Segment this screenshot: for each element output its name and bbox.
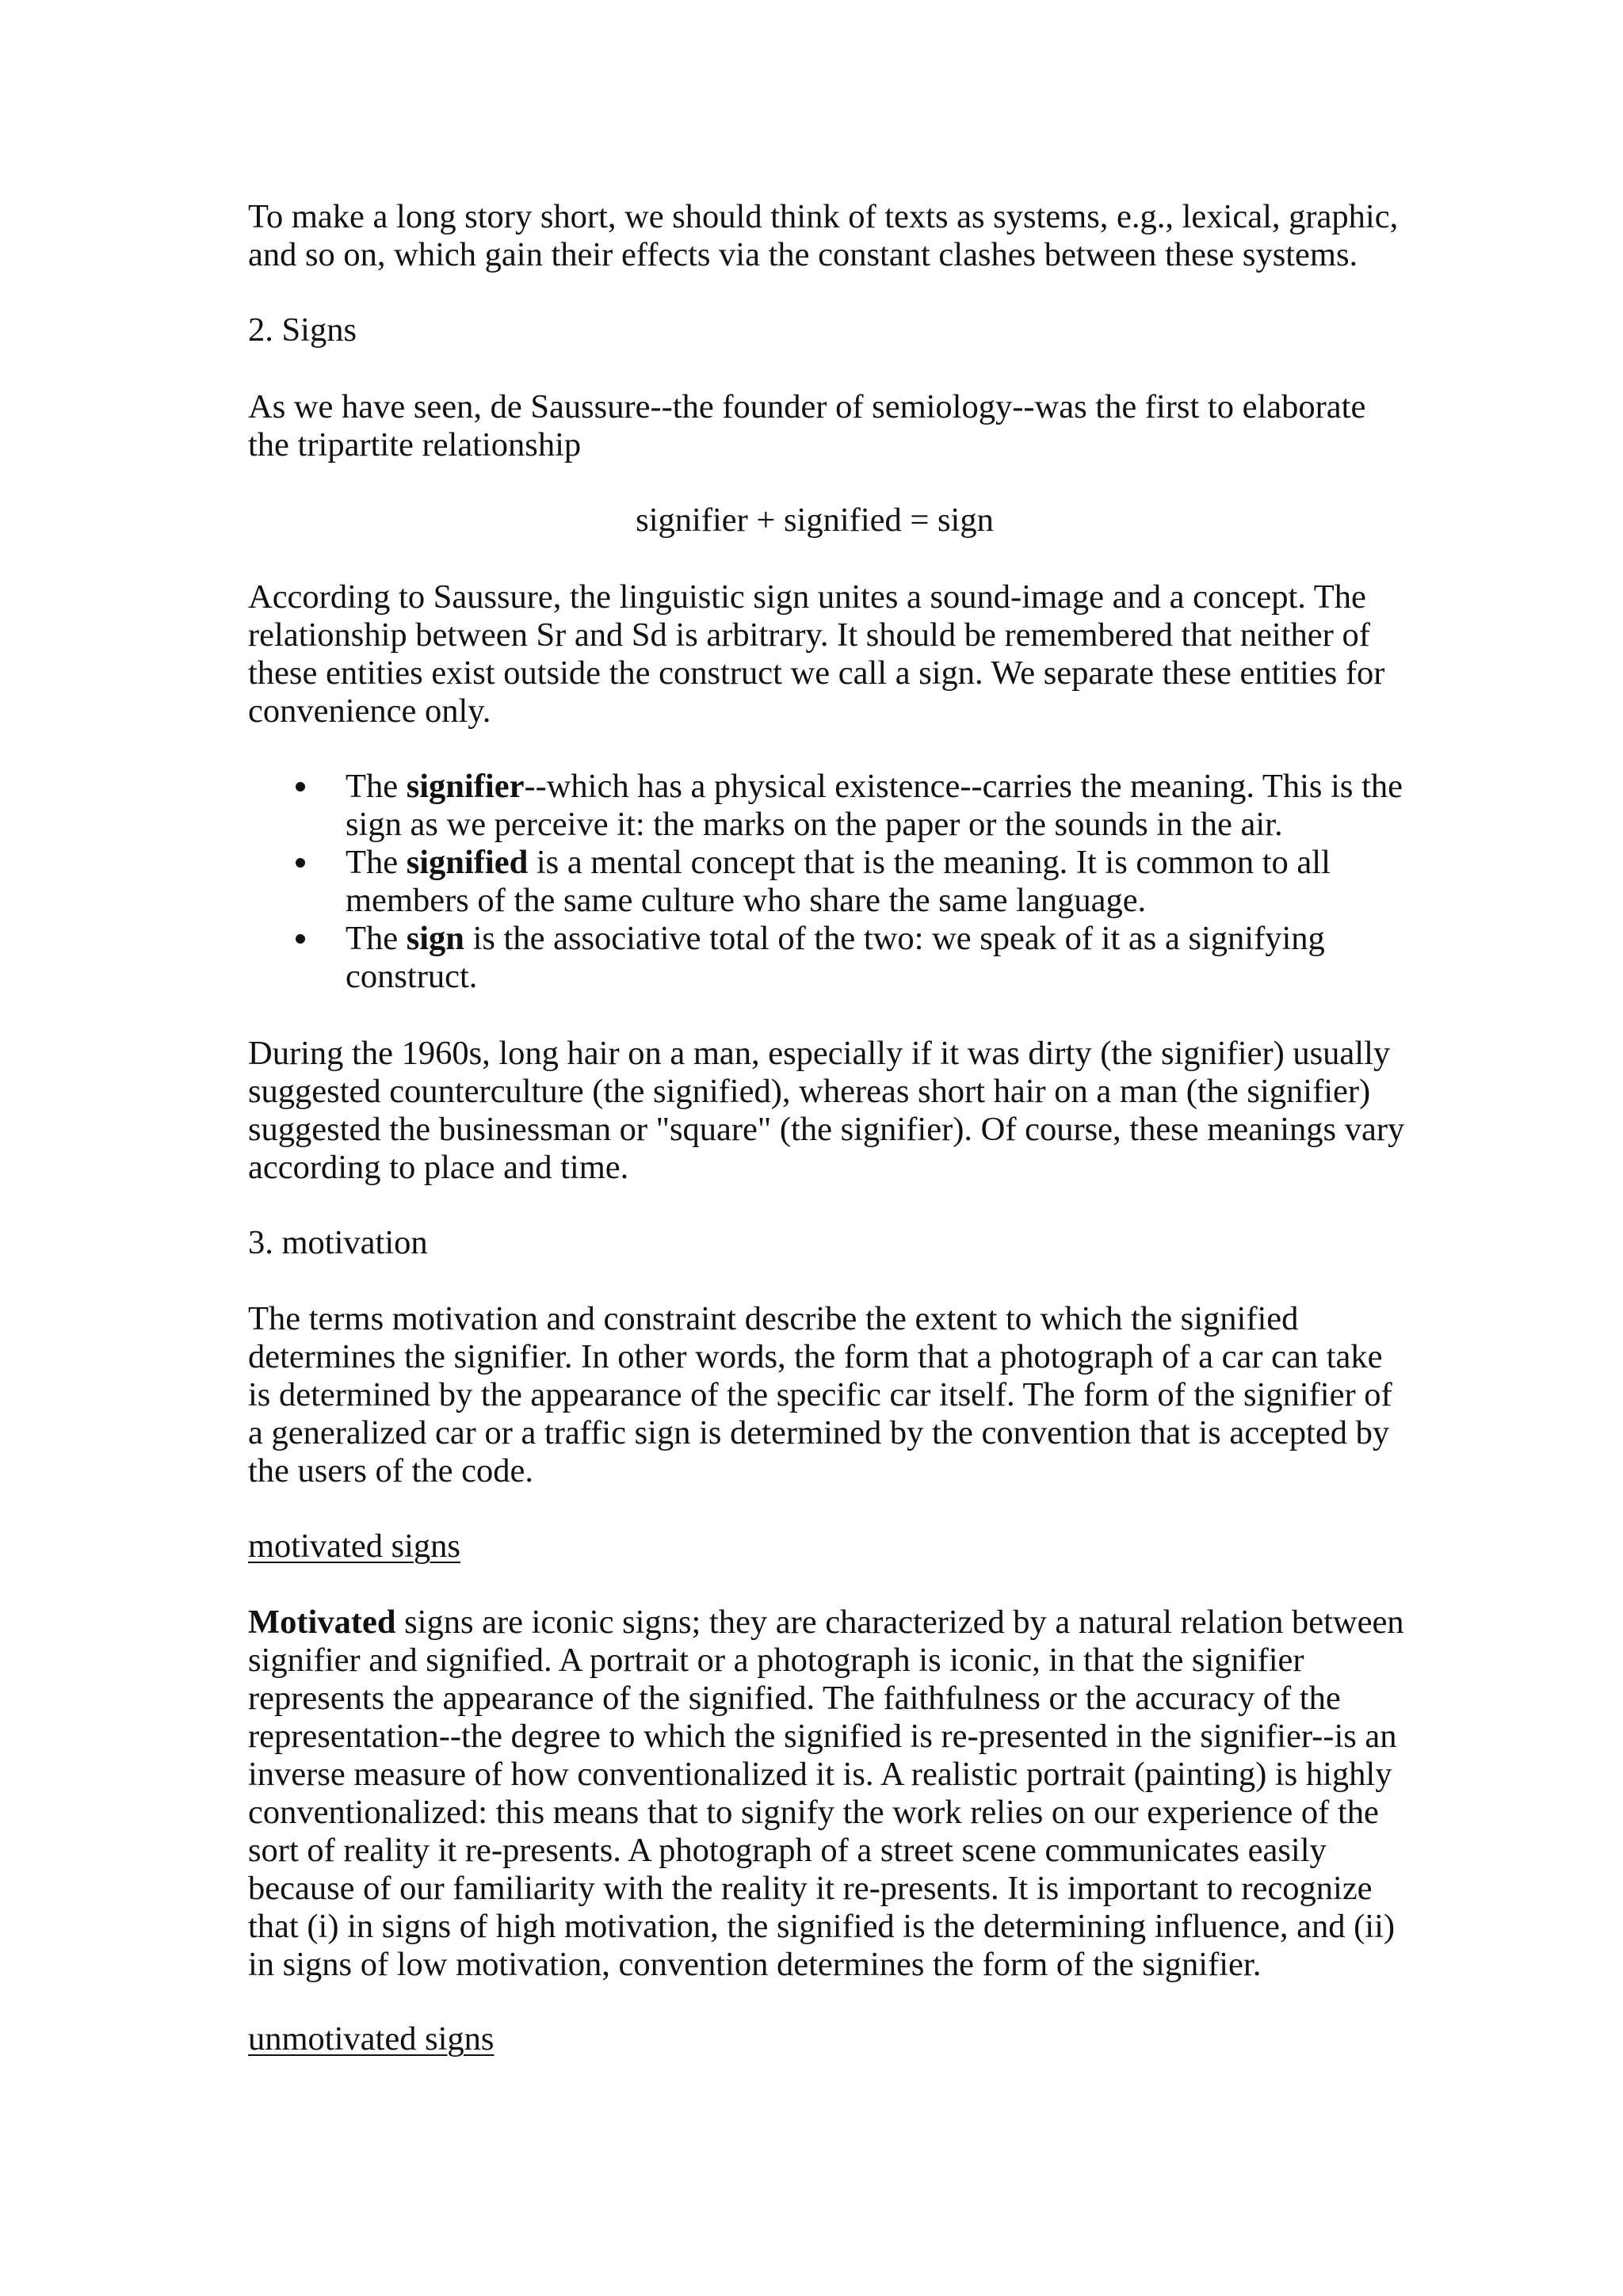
bullet-item-signified: [248, 844, 1397, 920]
bullet-text: is the associative total of the two: we speak of it as a signifying: [464, 920, 1325, 957]
paragraph-line: suggested the businessman or "square" (the signifier). Of course, these meanings vary: [248, 1111, 1405, 1148]
bullet-text: The: [346, 920, 407, 957]
paragraph-line: According to Saussure, the linguistic sign unites a sound-image and a concept. The: [248, 578, 1366, 616]
paragraph-line: suggested counterculture (the signified), whereas short hair on a man (the signifier): [248, 1073, 1371, 1110]
intro-line: To make a long story short, we should think of texts as systems, e.g., lexical, graphic,: [248, 198, 1399, 235]
paragraph-line: conventionalized: this means that to signify the work relies on our experience of the: [248, 1794, 1379, 1831]
unmotivated-signs-heading: [248, 2020, 1397, 2058]
paragraph-line: these entities exist outside the construct we call a sign. We separate these entities for: [248, 654, 1385, 692]
bullet-term: signified: [406, 844, 529, 881]
paragraph-line: inverse measure of how conventionalized it is. A realistic portrait (painting) is highly: [248, 1756, 1392, 1793]
paragraph-line: signifier and signified. A portrait or a photograph is iconic, in that the signifier: [248, 1642, 1304, 1679]
bullet-dot-icon: [296, 858, 305, 868]
bold-term: Motivated: [248, 1604, 396, 1641]
paragraph-line: relationship between Sr and Sd is arbitrary. It should be remembered that neither of: [248, 616, 1370, 654]
bullet-item-sign: [248, 920, 1397, 996]
bullet-text: The: [346, 844, 407, 881]
paragraph-line: in signs of low motivation, convention determines the form of the signifier.: [248, 1946, 1262, 1983]
bullet-item-signifier: [248, 768, 1403, 844]
bullet-term: signifier: [406, 768, 525, 805]
intro-line: and so on, which gain their effects via the constant clashes between these systems.: [248, 236, 1358, 273]
paragraph-line: according to place and time.: [248, 1149, 629, 1186]
paragraph-line: sort of reality it re-presents. A photograph of a street scene communicates easily: [248, 1832, 1327, 1869]
bullet-text: sign as we perceive it: the marks on the paper or the sounds in the air.: [346, 806, 1283, 843]
underlined-heading: motivated signs: [248, 1527, 460, 1565]
motivated-paragraph: [248, 1604, 1404, 1984]
bullet-text: is a mental concept that is the meaning. It is common to all: [528, 844, 1331, 881]
bullet-term: sign: [406, 920, 464, 957]
paragraph-line: During the 1960s, long hair on a man, especially if it was dirty (the signifier) usually: [248, 1035, 1391, 1072]
paragraph-line: the users of the code.: [248, 1452, 533, 1489]
paragraph-line: As we have seen, de Saussure--the founder of semiology--was the first to elaborate: [248, 388, 1366, 425]
paragraph-line: convenience only.: [248, 692, 491, 730]
section-2-intro-paragraph: [248, 388, 1397, 464]
paragraph-line: a generalized car or a traffic sign is determined by the convention that is accepted by: [248, 1414, 1390, 1451]
bullet-text: --which has a physical existence--carries the meaning. This is the: [524, 768, 1403, 805]
paragraph-line: representation--the degree to which the signified is re-presented in the signifier--is an: [248, 1718, 1397, 1755]
intro-paragraph: [248, 198, 1397, 274]
bullet-dot-icon: [296, 934, 305, 944]
paragraph-line: the tripartite relationship: [248, 426, 582, 463]
motivated-signs-heading: [248, 1527, 1397, 1566]
paragraph-line: determines the signifier. In other words, the form that a photograph of a car can take: [248, 1338, 1383, 1375]
example-paragraph: [248, 1035, 1405, 1187]
paragraph-line: is determined by the appearance of the specific car itself. The form of the signifier of: [248, 1376, 1392, 1413]
bullet-text: The: [346, 768, 407, 805]
sign-formula: signifier + signified = sign: [636, 502, 994, 539]
bullet-text: members of the same culture who share the same language.: [346, 882, 1147, 919]
section-3-heading: 3. motivation: [248, 1224, 428, 1261]
sign-bullet-list: [248, 768, 1403, 996]
section-2-heading: 2. Signs: [248, 311, 357, 349]
paragraph-line: The terms motivation and constraint describe the extent to which the signified: [248, 1300, 1299, 1337]
paragraph-line: represents the appearance of the signified. The faithfulness or the accuracy of the: [248, 1680, 1341, 1717]
underlined-heading: unmotivated signs: [248, 2020, 495, 2058]
paragraph-line: because of our familiarity with the reality it re-presents. It is important to recognize: [248, 1870, 1373, 1907]
paragraph-line: that (i) in signs of high motivation, the signified is the determining influence, and (ii): [248, 1908, 1396, 1945]
paragraph-text: signs are iconic signs; they are characterized by a natural relation between: [395, 1604, 1404, 1641]
motivation-paragraph: [248, 1300, 1397, 1490]
bullet-text: construct.: [346, 958, 478, 995]
bullet-dot-icon: [296, 782, 305, 791]
saussure-paragraph: [248, 578, 1397, 730]
